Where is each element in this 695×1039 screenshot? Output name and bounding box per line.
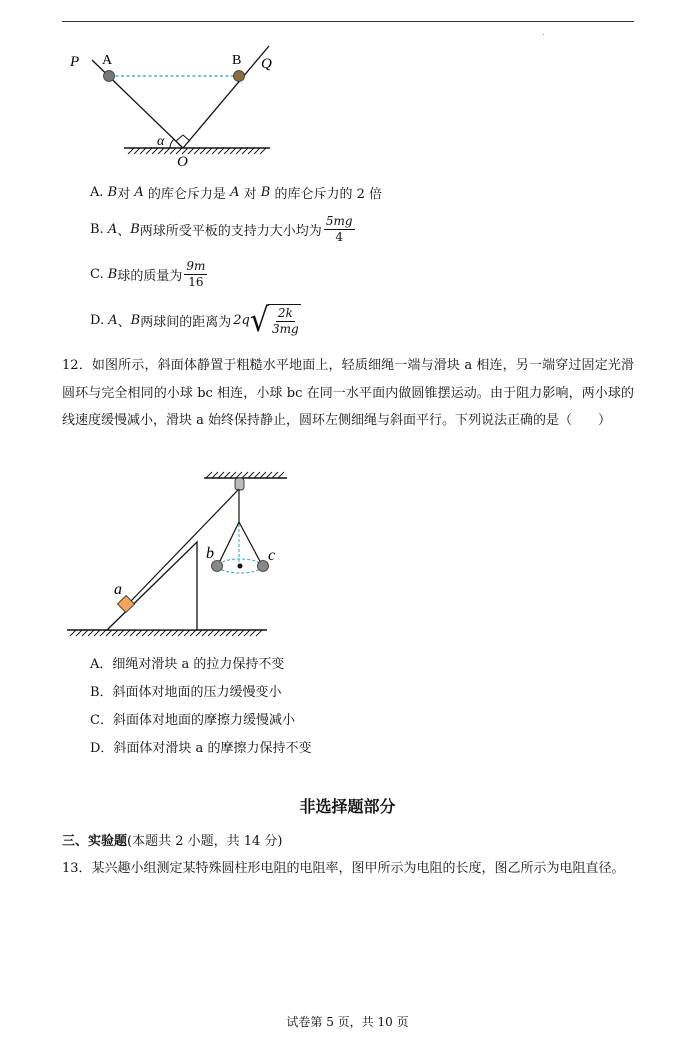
label-A: A — [102, 53, 113, 68]
stray-dot — [543, 34, 544, 35]
figure-incline-conical-pendulum — [62, 462, 302, 644]
rope-to-b — [218, 522, 239, 565]
fraction-5mg-4: $\frac{5mg}{4}$ — [325, 214, 353, 244]
label-c: c — [268, 547, 276, 564]
ball-c — [258, 561, 269, 572]
option-11B: B. A 、 B 两球所受平板的支持力大小均为 $\frac{5mg}{4}$ — [90, 214, 353, 244]
figure-inclined-plates — [62, 38, 282, 168]
ceiling-hatch — [206, 472, 284, 478]
label-alpha: α — [157, 134, 165, 149]
section-title: 非选择题部分 — [299, 797, 396, 816]
right-angle-mark — [176, 135, 190, 141]
ground-hatch — [128, 148, 266, 154]
section-3-heading: 三、实验题(本题共 2 小题，共 14 分) — [62, 834, 283, 849]
label-b: b — [206, 545, 214, 562]
option-12B: B．斜面体对地面的压力缓慢变小 — [90, 685, 282, 700]
option-11D: D. A 、 B 两球间的距离为 2q √ $\frac{2k}{3mg}$ — [90, 300, 299, 340]
center-dot — [238, 564, 243, 569]
question-13-stem: 13．某兴趣小组测定某特殊圆柱形电阻的电阻率，图甲所示为电阻的长度，图乙所示为电阻直径。 — [62, 861, 625, 876]
option-12A: A．细绳对滑块 a 的拉力保持不变 — [90, 657, 285, 672]
fraction-9m-16: $\frac{9m}{16}$ — [186, 259, 206, 289]
label-P: P — [70, 54, 80, 70]
page-footer: 试卷第 5 页，共 10 页 — [286, 1015, 409, 1029]
plate-OQ — [183, 46, 269, 148]
ball-B — [234, 71, 245, 82]
label-a: a — [114, 581, 122, 598]
header-rule — [62, 21, 634, 22]
option-12C: C．斜面体对地面的摩擦力缓慢减小 — [90, 713, 295, 728]
label-B: B — [232, 53, 242, 68]
ball-A — [104, 71, 115, 82]
option-12D: D．斜面体对滑块 a 的摩擦力保持不变 — [90, 741, 312, 756]
ground-hatch — [70, 630, 262, 636]
sqrt-expression: √ $\frac{2k}{3mg}$ — [249, 300, 299, 340]
label-Q: Q — [261, 56, 272, 72]
ring-hanger — [235, 478, 244, 490]
question-12-stem: 12．如图所示，斜面体静置于粗糙水平地面上，轻质细绳一端与滑块 a 相连，另一端穿过固定光滑圆环与完全相同的小球 bc 相连，小球 bc 在同一水平面内做圆锥摆运动。由于阻力影响，两小球的线速度缓慢减小，滑块 a 始终保持静止，圆环左侧细绳与斜面平行。下列说法正确的是（ ） — [62, 358, 634, 428]
label-O: O — [177, 154, 188, 168]
option-11C: C. B 球的质量为 $\frac{9m}{16}$ — [90, 259, 206, 289]
angle-alpha-arc — [170, 139, 174, 148]
ball-b — [212, 561, 223, 572]
option-11A: A. B 对 A 的库仑斥力是 A 对 B 的库仑斥力的 2 倍 — [90, 185, 383, 202]
